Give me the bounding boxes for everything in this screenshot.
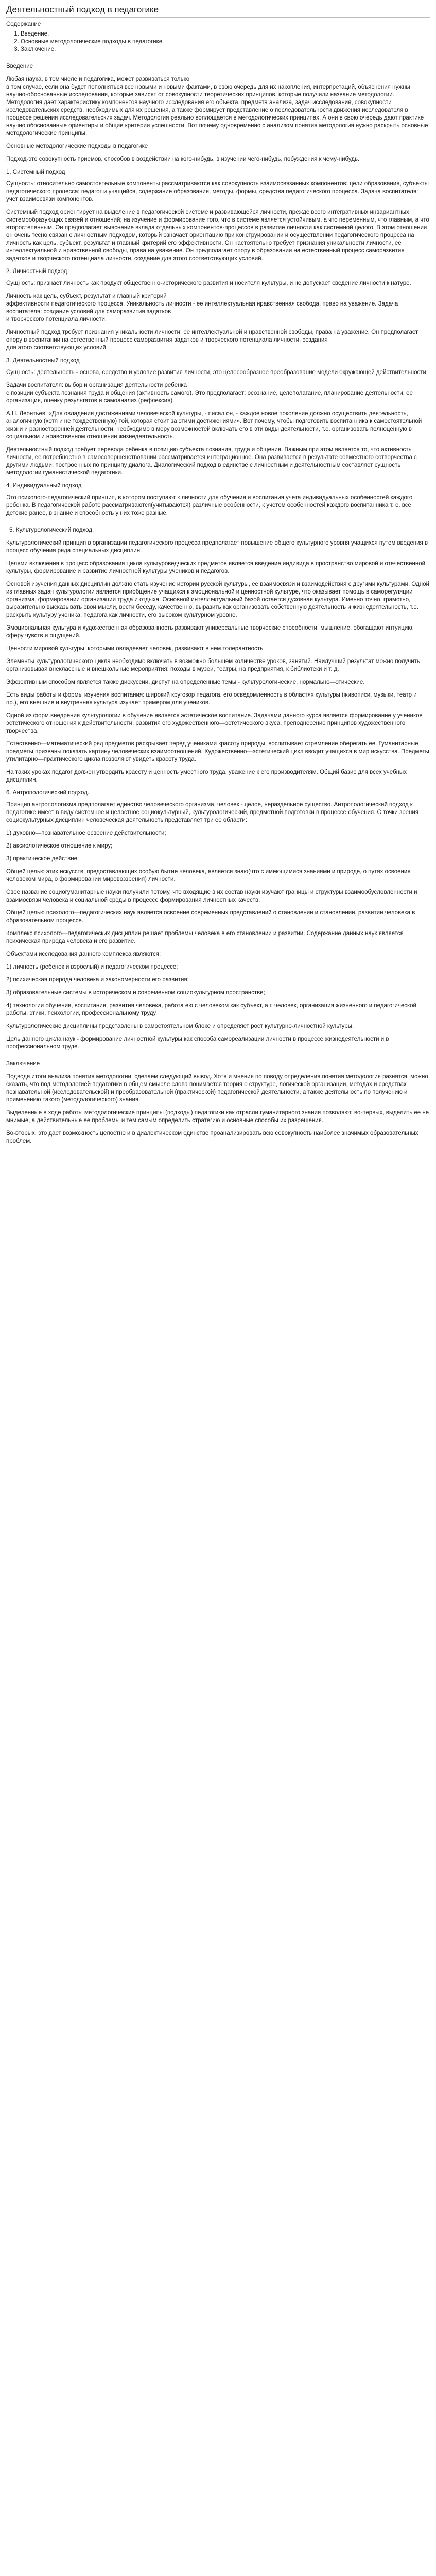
list-item: 2) психическая природа человека и закономерности его развития; [6, 977, 189, 983]
intro-paragraph: Любая наука, в том числе и педагогика, может развиваться только в том случае, если она будет пополняться все новыми и новыми фактами, в свою очередь для их накопления, интерпретаций, объяснения нужны научно-обоснованные исследования, которые зависят от совокупности теоретических принципов, которые получили название методологии. Методология дает характеристику компонентов научного исследования его объекта, предмета анализа, задач исследования, совокупности исследовательских средств, необходимых для их решения, а также формирует представление о последовательности движения исследователя в процессе решения исследовательских задач. Методология реально воплощается в методологических принципах. А они в свою очередь дают практике научно обоснованные ориентиры и общие критерии успешности. Вот почему одновременно с анализом понятия методология нужно раскрыть основные методологические принципы. [6, 76, 428, 137]
culture-paragraph: Общей целью психолого—педагогических наук является освоение современных представлений о становлении и становлении, развитии человека в образовательном процессе. [6, 910, 415, 924]
main-paragraph: Подход-это совокупность приемов, способов в воздействии на кого-нибудь, в изучении чего-нибудь, побуждения к чему-нибудь. [6, 156, 360, 162]
main-paragraph: Сущность: относительно самостоятельные компоненты рассматриваются как совокупность взаимосвязанных компонентов: цели образования, субъекты педагогического процесса: педагог и учащийся, содержание образования, методы, формы, средства педагогического процесса. Задача воспитателя: учет взаимосвязи компонентов. [6, 181, 429, 202]
main-paragraph: Деятельностный подход требует перевода ребенка в позицию субъекта познания, труда и общения. Важным при этом является то, что активность личности, ее потребностно в самосовершенствовании рассматривается интеграционное. Она развивается в результате совместного сотворчества с другими людьми, построенных по принципу диалога. Диалогический подход в единстве с личностным и деятельностным составляет сущность методологии гуманистической педагогики. [6, 447, 417, 476]
culture-paragraph: Культурологические дисциплины представлены в самостоятельном блоке и определяет рост культурно-личностной культуры. [6, 1023, 354, 1029]
culture-paragraph: Культурологический принцип в организации педагогического процесса предполагает повышение общего культурного уровня учащихся путем введения в процесс обучения ряда специальных дисциплин. [6, 540, 428, 554]
list-item: 2) аксиологическое отношение к миру; [6, 843, 113, 849]
main-paragraph: Системный подход ориентирует на выделение в педагогической системе и развивающейся личности, прежде всего интегративных инвариантных системообразующих связей и отношений; на изучение и формирование того, что в системе является устойчивым, а что переменным, что главным, а что второстепенным. Он предполагает выяснение вклада отдельных компонентов-процессов в развитие личности как системной целого. В этом отношении он очень тесно связан с личностным подходом, который означает ориентацию при конструировании и осуществлении педагогического процесса на личность как цель, субъект, результат и главный критерий его эффективности. Он настоятельно требует признания уникальности личности, ее интеллектуальной и нравственной свободы, права на уважение. Он предполагает опору в образовании на естественный процесс саморазвития задатков и творческого потенциала личности, создание для этого соответствующих условий. [6, 209, 429, 262]
toc-item[interactable]: 3. Заключение. [21, 46, 430, 54]
culture-paragraph: Целями включения в процесс образования цикла культуроведческих предметов является введение индивида в пространство мировой и отечественной культуры, формирование и развитие личностной культуры учеников и педагогов. [6, 561, 426, 574]
culture-paragraph: Общей целью этих искусств, предоставляющих особую бытие человека, является знаю(что с имеющимися знаниями и природе, о путях освоения человеком мира, о формировании мировоззрения) личности. [6, 869, 411, 883]
culture-paragraph: Есть виды работы и формы изучения воспитания: широкий кругозор педагога, его осведомленность в областях культуры (живописи, музыки, театр и пр.), его внешние и внутренняя культура изучает примером для учеников. [6, 692, 417, 706]
culture-section [6, 539, 430, 1051]
table-of-contents [6, 30, 430, 54]
main-paragraph: Личность как цель, субъект, результат и главный критерий эффективности педагогического процесса. Уникальность личности - ее интеллектуальная нравственная свобода, право на уважение. Задача воспитателя: создание условий для саморазвития задатков и творческого потенциала личности. [6, 293, 398, 323]
approach-heading: 4. Индивидуальный подход [6, 483, 82, 489]
list-item: 4) технологии обучения, воспитания, развития человека, работа ею с человеком как субъект, а г. человек, организация жизненного и педагогической работы, этики, психологии, профессиональному труду. [6, 1003, 416, 1016]
culture-paragraph: Естественно—математический ряд предметов раскрывает перед учениками красоту природы, воспитывает стремление оберегать ее. Гуманитарные предметы призваны показать картину человеческих взаимоотношений. Художественно—эстетический цикл вводит учащихся в мир искусства. Предметы утилитарно—практического цикла позволяют увидеть красоту труда. [6, 741, 429, 762]
main-paragraph: А.Н. Леонтьев. «Для овладения достижениями человеческой культуры, - писал он, - каждое новое поколение должно осуществить деятельность, аналогичную (хотя и не тождественную) той, которая стоит за этими достижениями». Вот почему, чтобы подготовить воспитанника к самостоятельной жизни и разносторонней деятельности, необходимо в меру возможностей включать его в эти виды деятельности, т.е. организовать полноценную в социальном и нравственном отношении жизнедеятельность. [6, 411, 422, 440]
document-page [0, 0, 436, 1156]
culture-paragraph: Объектами исследования данного комплекса являются: [6, 951, 161, 957]
toc-item[interactable]: 1. Введение. [21, 30, 430, 38]
culture-paragraph: Цель данного цикла наук - формирование личностной культуры как способа самореализации личности в процессе жизнедеятельности и в профессиональном труде. [6, 1036, 389, 1050]
document-title: Деятельностный подход в педагогике [6, 4, 430, 18]
main-paragraph: Это психолого-педагогический принцип, в котором поступают к личности для обучения и воспитания учета индивидуальных особенностей каждого ребенка. В педагогической работе рассматриваются(учитываются) различные особенности, к учетом особенностей каждого воспитанника т. е. все детские ранее, в знание и способность у них тоже разные. [6, 495, 413, 516]
main-paragraph: Сущность: признает личность как продукт общественно-исторического развития и носителя культуры, и не допускает сведение личности к натуре. [6, 280, 411, 286]
culture-paragraph: Ценности мировой культуры, которыми овладевает человек, развивают в нем толерантность. [6, 646, 265, 652]
culture-paragraph: Эффективным способом является также дискуссии, диспут на определенные темы - культурологические, нормально—этические. [6, 679, 365, 685]
approach-heading: 3. Деятельностный подход [6, 358, 80, 364]
toc-heading: Содержание [6, 21, 41, 27]
conclusion-paragraph: Выделенные в ходе работы методологические принципы (подходы) педагогики как отрасли гуманитарного знания позволяют, во-первых, выделить ее не мнимые, а действительные ее проблемы и тем самым определить стратегию и основные способы их разрешения. [6, 1110, 429, 1124]
conclusion-paragraph: Во-вторых, это дает возможность целостно и в диалектическом единстве проанализировать всю совокупность наиболее значимых образовательных проблем. [6, 1130, 418, 1144]
culture-paragraph: Основой изучения данных дисциплин должно стать изучение истории русской культуры, ее взаимосвязи и взаимодействия с другими культурами. Одной из главных задач культурологии является приобщение учащихся к эмоциональной и ценностной культуре, что оказывает помощь в саморегуляции организма, формировании организации труда и отдыха. Основной интеллектуальный базой остается духовная культура. Именно точно, грамотно, выразительно высказывать свои мысли, вести беседу, качественно, выразить как организовать собственную деятельность и жизнедеятельность, т.е. раскрыть культуру ученика, педагога как личности, его высоком культурном уровне. [6, 581, 429, 618]
list-item: 3) практическое действие. [6, 856, 79, 862]
main-paragraph: Задачи воспитателя: выбор и организация деятельности ребенка с позиции субъекта познания труда и общения (активность самого). Это предполагает: осознание, целеполагание, планирование деятельности, ее организация, оценку результатов и самоанализ (рефлексия). [6, 382, 413, 404]
toc-item[interactable]: 2. Основные методологические подходы в педагогике. [21, 38, 430, 46]
main-paragraph: Личностный подход требует признания уникальности личности, ее интеллектуальной и нравственной свободы, права на уважение. Он предполагает опору в воспитании на естественный процесс саморазвития задатков и творческого потенциала личности, создания для этого соответствующих условий. [6, 329, 418, 351]
culture-paragraph: Одной из форм внедрения культурологии в обучение является эстетическое воспитание. Задачами данного курса является формирование у учеников эстетического отношения к действительности, развития его художественного—эстетического вкуса, преподнесение принципов художественного творчества. [6, 713, 423, 734]
culture-paragraph: Эмоциональная культура и художественная образованность развивают универсальные творческие способности, мышление, обогащают интуицию, сферу чувств и ощущений. [6, 625, 414, 639]
culture-paragraph: Элементы культурологического цикла необходимо включать в возможно большем количестве уроков, занятий. Наилучший результат можно получить, организовывая внеклассные и внешкольные мероприятия: походы в музеи, театры, на предприятия, к библиотеки и т. д. [6, 658, 422, 672]
list-item: 1) личность (ребенок и взрослый) и педагогическом процессе; [6, 964, 178, 970]
culture-paragraph: Комплекс психолого—педагогических дисциплин решает проблемы человека в его становлении и развитии. Содержание данных наук является психическая природа человека и его развитие. [6, 930, 404, 944]
main-paragraph: Сущность: деятельность - основа, средство и условие развития личности, это целесообразное преобразование модели окружающей действительности. [6, 369, 428, 376]
list-item: 3) образовательные системы в историческом и современном социокультурном пространстве; [6, 990, 265, 996]
intro-heading: Введение [6, 63, 33, 70]
conclusion-paragraph: Подводя итоги анализа понятия методологии, сделаем следующий вывод. Хотя и мнения по поводу определения понятия методология разнятся, можно сказать, что под методологией педагогики в общем смысле слова понимается теория о структуре, логической организации, методах и средствах познавательной (исследовательской) и преобразовательной (практической) педагогической деятельности, а также деятельность по получению и применению такого (методологического) знания. [6, 1074, 428, 1103]
section-subheading: Основные методологические подходы в педагогике [6, 143, 148, 149]
approach-heading: 2. Личностный подход [6, 268, 67, 275]
main-section [6, 156, 430, 517]
list-item: 1) духовно—познавательное освоение действительности; [6, 830, 166, 836]
culture-paragraph: Принцип антропологизма предполагает единство человеческого организма, человек - целое, нераздельное существо. Антропологический подход к педагогике имеет в виду системное и целостное социокультурный, культурологический, предметной подготовки в процессе обучения. С точки зрения социокультурных дисциплин человеческая деятельность представляет три ее области: [6, 802, 419, 823]
approach-heading: 1. Системный подход [6, 169, 65, 175]
approach-heading: 6. Антропологический подход. [6, 790, 90, 796]
culture-paragraph: На таких уроках педагог должен утвердить красоту и ценность уместного труда, уважение к его производителям. Общий базис для всех учебных дисциплин. [6, 769, 407, 783]
culture-paragraph: Свое название социогуманитарные науки получили потому, что входящие в их состав науки изучают границы и структуры взаимообусловленности и взаимосвязи человека и социальной среды в процессе формирования личностных качеств. [6, 889, 417, 903]
culture-heading: 5. Культурологический подход. [9, 527, 94, 533]
conclusion-heading: Заключение [6, 1061, 40, 1067]
